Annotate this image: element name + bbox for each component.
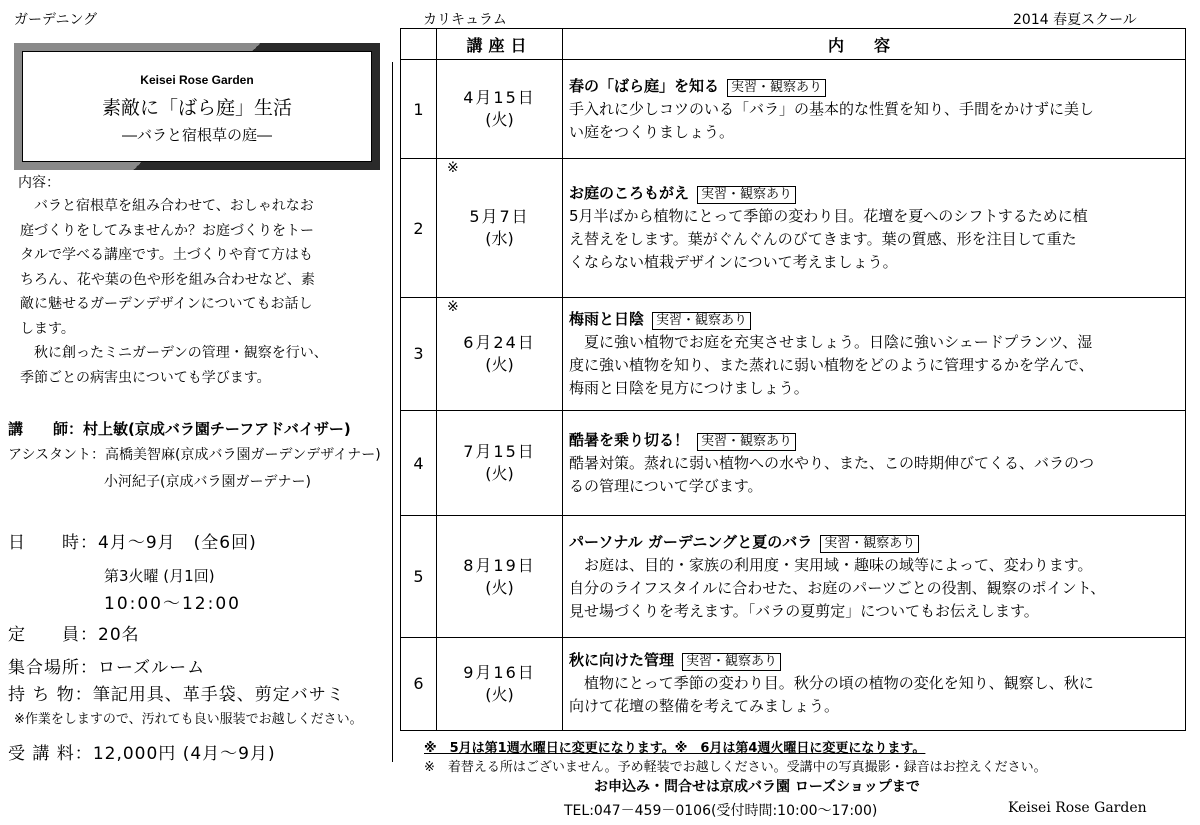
- header-content: 内容: [563, 29, 1186, 60]
- schedule-day: 第3火曜 (月1回): [104, 567, 215, 585]
- curriculum-table: [400, 28, 1186, 731]
- intro-text: バラと宿根草を組み合わせて、おしゃれなお 庭づくりをしてみませんか？お庭づくりをトー タルで学べる講座です。土づくりや育て方はも ちろん、花や葉の色や形を組み合わせなど、素 敵に魅せるガーデンデザインについてもお話し します。 秋に創ったミニガーデンの管理・観察を行い、 季節ごとの病害虫についても学びます。: [20, 198, 328, 386]
- footer-brand: Keisei Rose Garden: [1008, 800, 1147, 816]
- capacity-row: 定 員：20名: [8, 625, 140, 645]
- place-row: 集合場所：ローズルーム: [8, 658, 206, 678]
- contact-line: お申込み・問合せは京成バラ園 ローズショップまで: [594, 779, 920, 795]
- table-row: 3 ※ 6月24日 (火) 梅雨と日陰 実習・観察あり 夏に強い植物でお庭を充実させましょう。日陰に強いシェードプランツ、湿 度に強い植物を知り、また蒸れに弱い植物をどのように管理するかを学んで、 梅雨と日陰を見方につけましょう。: [401, 297, 1186, 410]
- header-no: [401, 29, 437, 60]
- title-box: [14, 43, 380, 170]
- instructor-row: 講 師：村上敏(京成バラ園チーフアドバイザー): [8, 420, 351, 438]
- badge: 実習・観察あり: [697, 186, 796, 204]
- schedule-change-note: ※ 5月は第1週水曜日に変更になります。※ 6月は第4週火曜日に変更になります。: [424, 741, 926, 756]
- header-date: 講座日: [437, 29, 563, 60]
- table-row: 5 8月19日 (火) パーソナル ガーデニングと夏のバラ 実習・観察あり お庭は、目的・家族の利用度・実用域・趣味の域等によって、変わります。 自分のライフスタイルに合わせた、お庭のパーツごとの役割、観察のポイント、 見せ場づくりを考えます。「バラの夏剪定」についてもお伝えします。: [401, 516, 1186, 637]
- header-season: 2014 春夏スクール: [1013, 12, 1137, 28]
- schedule-row: 日 時：4月～9月 (全6回): [8, 533, 257, 553]
- table-row: 4 7月15日 (火) 酷暑を乗り切る！ 実習・観察あり 酷暑対策。蒸れに弱い植物への水やり、また、この時期伸びてくる、バラのつ るの管理について学びます。: [401, 411, 1186, 516]
- items-row: 持 ち 物：筆記用具、革手袋、剪定バサミ: [8, 685, 345, 705]
- header-curriculum: カリキュラム: [423, 12, 507, 28]
- fee-row: 受 講 料：12,000円 (4月～9月): [8, 744, 276, 764]
- table-row: 6 9月16日 (火) 秋に向けた管理 実習・観察あり 植物にとって季節の変わり目。秋分の頃の植物の変化を知り、観察し、秋に 向けて花壇の整備を考えてみましょう。: [401, 637, 1186, 730]
- badge: 実習・観察あり: [652, 312, 751, 330]
- header-category: ガーデニング: [14, 12, 98, 28]
- table-row: 2 ※ 5月7日 (水) お庭のころもがえ 実習・観察あり 5月半ばから植物にとって季節の変わり目。花壇を夏へのシフトするために植 え替えをします。葉がぐんぐんのびてきます。葉の質感、形を注目して重た くならない植栽デザインについて考えましょう。: [401, 159, 1186, 297]
- schedule-time: 10:00～12:00: [104, 594, 241, 614]
- intro-label: 内容：: [18, 175, 60, 191]
- table-row: 1 4月15日 (火) 春の「ばら庭」を知る 実習・観察あり 手入れに少しコツのいる「バラ」の基本的な性質を知り、手間をかけずに美し い庭をつくりましょう。: [401, 60, 1186, 159]
- course-subtitle: ―バラと宿根草の庭―: [121, 126, 272, 144]
- assistant-row: アシスタント：高橋美智麻(京成バラ園ガーデンデザイナー): [8, 447, 381, 463]
- tel-line: TEL:047－459－0106(受付時間:10:00～17:00): [564, 803, 878, 819]
- title-brand: Keisei Rose Garden: [140, 73, 254, 87]
- badge: 実習・観察あり: [697, 433, 796, 451]
- course-title: 素敵に「ばら庭」生活: [101, 97, 292, 119]
- assistant-row-2: 小河紀子(京成バラ園ガーデナー): [104, 474, 311, 490]
- table-header: [401, 29, 1186, 60]
- attire-note: ※ 着替える所はございません。予め軽装でお越しください。受講中の写真撮影・録音はお控えください。: [424, 760, 1047, 775]
- badge: 実習・観察あり: [727, 79, 826, 97]
- items-note: ※作業をしますので、汚れても良い服装でお越しください。: [14, 712, 363, 727]
- divider: [392, 62, 393, 762]
- badge: 実習・観察あり: [820, 535, 919, 553]
- badge: 実習・観察あり: [682, 653, 781, 671]
